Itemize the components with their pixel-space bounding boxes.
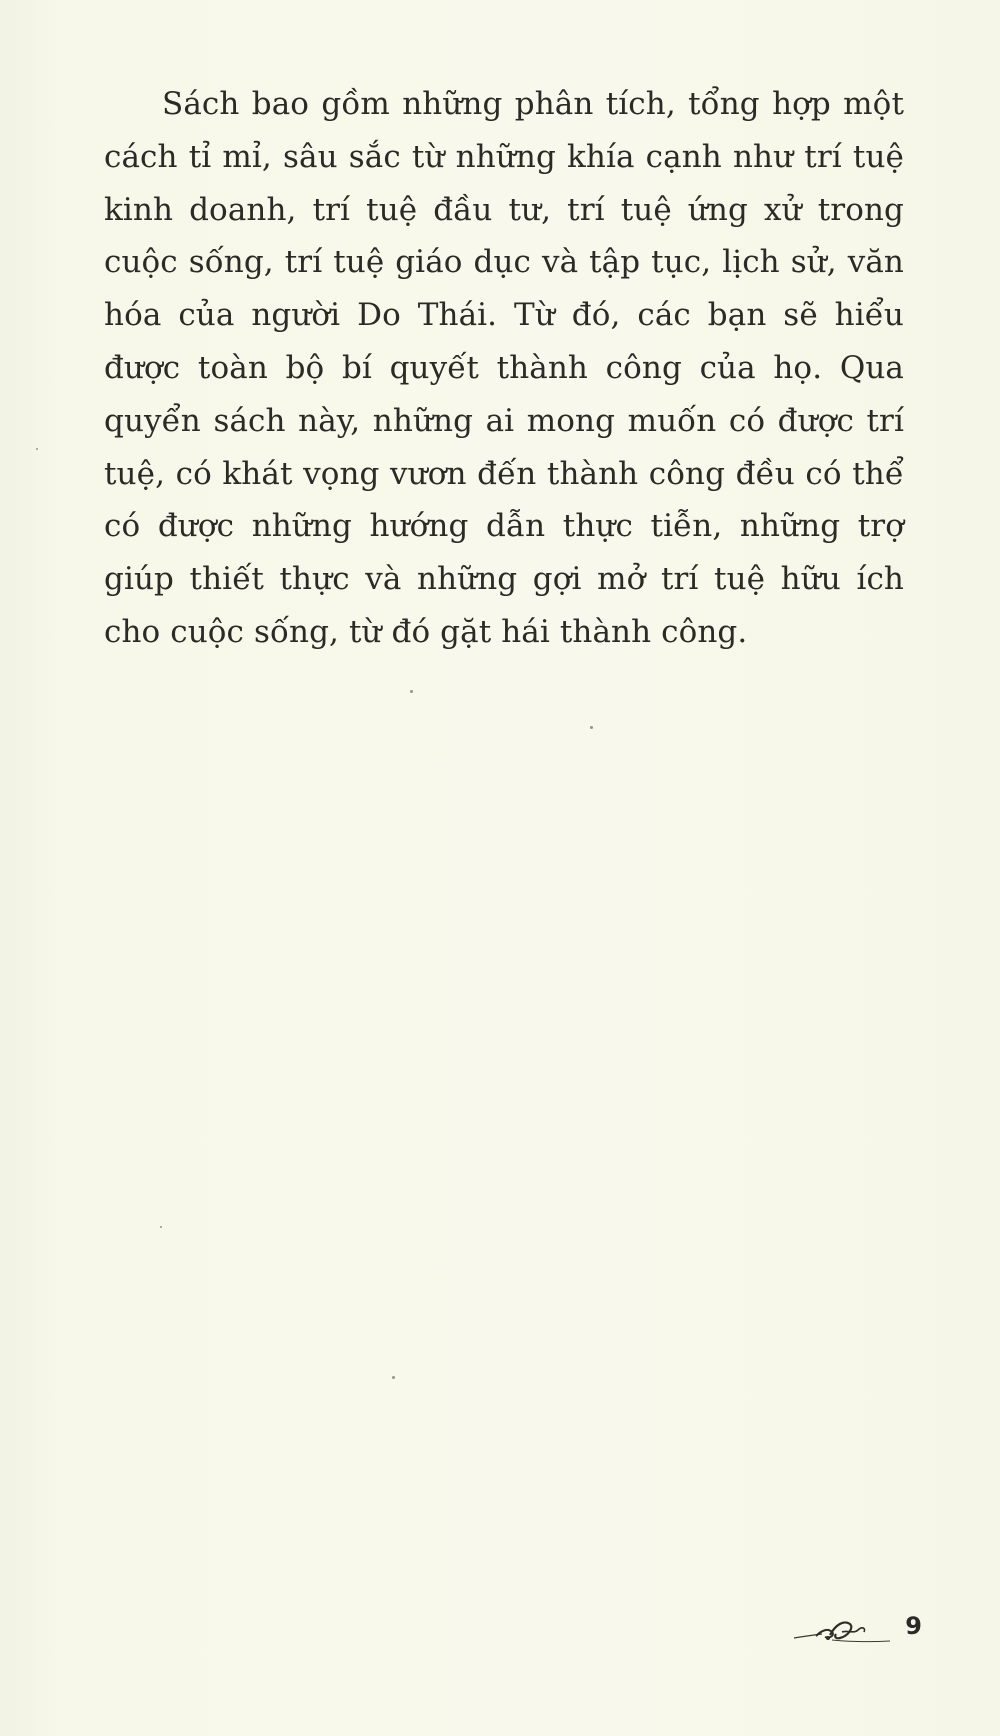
paragraph-line: tuệ, có khát vọng vươn đến thành công đều có thể [104,455,904,492]
paragraph-line: kinh doanh, trí tuệ đầu tư, trí tuệ ứng xử trong [104,191,904,228]
paragraph-line: có được những hướng dẫn thực tiễn, những trợ [104,508,904,545]
paragraph-line: hóa của người Do Thái. Từ đó, các bạn sẽ hiểu [104,297,904,334]
paragraph-line: được toàn bộ bí quyết thành công của họ. Qua [104,349,904,386]
paper-speck [410,690,413,693]
paper-speck [36,448,38,450]
paragraph-line: Sách bao gồm những phân tích, tổng hợp một [162,86,904,122]
paragraph-line: cuộc sống, trí tuệ giáo dục và tập tục, lịch sử, văn [104,244,904,281]
paragraph-line: quyển sách này, những ai mong muốn có được trí [104,402,904,439]
paper-speck [590,726,593,729]
decorative-flourish-icon [792,1616,892,1646]
page-footer [792,1610,922,1650]
body-paragraph [104,78,904,659]
paper-speck [392,1376,395,1379]
paragraph-line: cách tỉ mỉ, sâu sắc từ những khía cạnh như trí tuệ [104,138,904,175]
page-number: 9 [905,1612,922,1640]
paper-speck [160,1226,162,1228]
paragraph-line: giúp thiết thực và những gợi mở trí tuệ hữu ích [104,561,904,598]
paragraph-line: cho cuộc sống, từ đó gặt hái thành công. [104,613,748,650]
